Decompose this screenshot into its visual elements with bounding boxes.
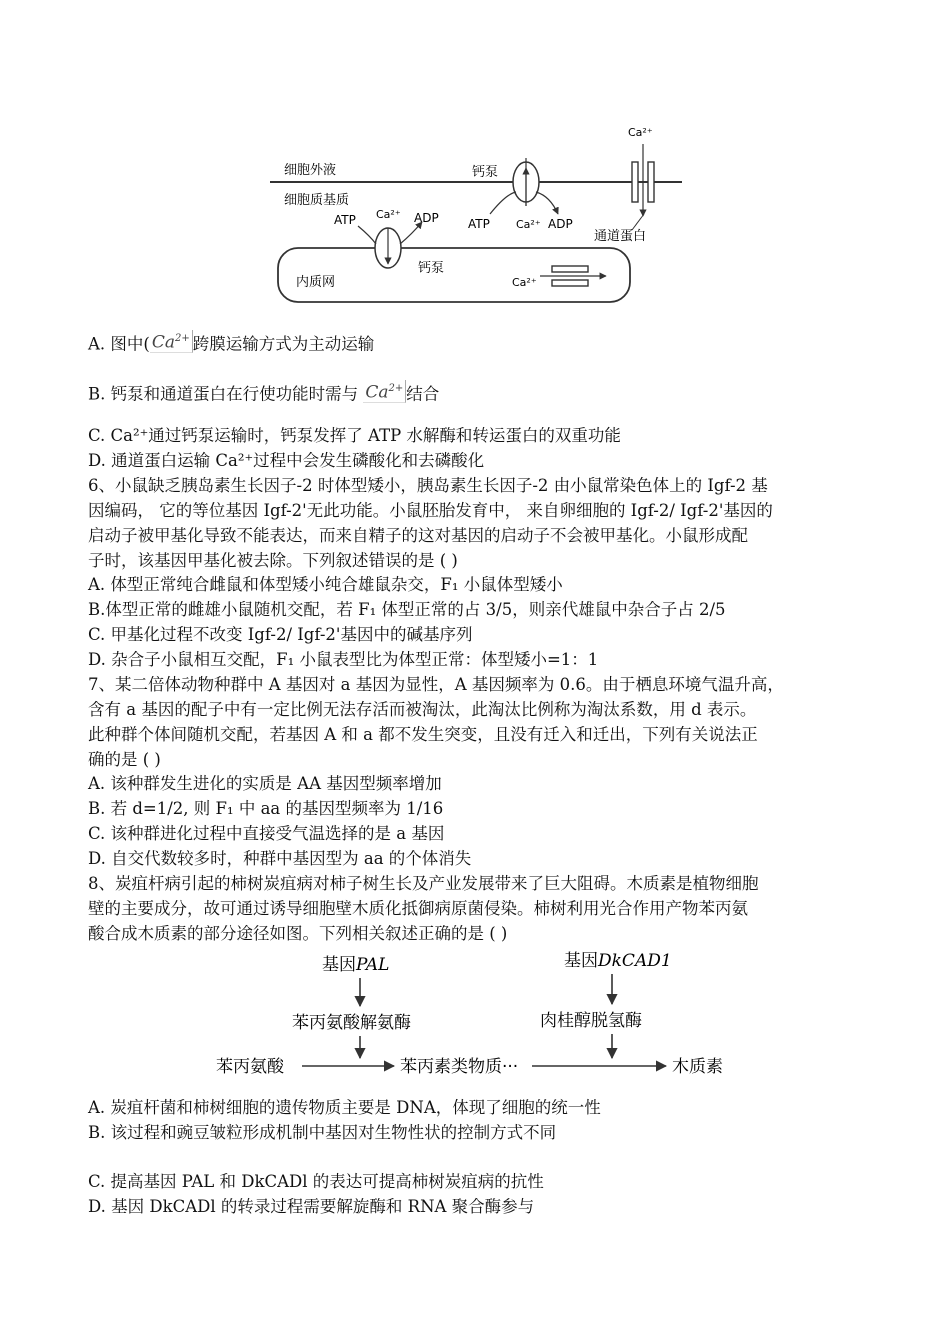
q6-stem-4: 子时，该基因甲基化被去除。下列叙述错误的是 ( ) [88, 551, 458, 570]
atp-left: ATP [334, 213, 356, 227]
er-label: 内质网 [296, 275, 336, 290]
q7-option-c: C. 该种群进化过程中直接受气温选择的是 a 基因 [88, 824, 445, 843]
q6-stem-2: 因编码， 它的等位基因 Igf-2'无此功能。小鼠胚胎发育中， 来自卵细胞的 Igf-2/ Igf-2'基因的 [88, 501, 773, 520]
q7-option-b: B. 若 d=1/2, 则 F₁ 中 aa 的基因型频率为 1/16 [88, 799, 444, 818]
q8-stem-3: 酸合成木质素的部分途径如图。下列相关叙述正确的是 ( ) [88, 924, 508, 943]
pump-top-label: 钙泵 [472, 165, 499, 180]
q6-stem-3: 启动子被甲基化导致不能表达，而来自精子的这对基因的启动子不会被甲基化。小鼠形成配 [88, 526, 748, 545]
q8-stem-2: 壁的主要成分，故可通过诱导细胞壁木质化抵御病原菌侵染。柿树利用光合作用产物苯丙氨 [88, 899, 748, 918]
product-lignin: 木质素 [672, 1057, 723, 1077]
q7-option-d: D. 自交代数较多时，种群中基因型为 aa 的个体消失 [88, 849, 472, 868]
adp-mid: ADP [548, 217, 573, 231]
q7-stem-3: 此种群个体间随机交配，若基因 A 和 a 都不发生突变，且没有迁入和迁出，下列有关说法正 [88, 725, 758, 744]
lignin-pathway-diagram [210, 948, 750, 1086]
ca-top: Ca²⁺ [628, 126, 653, 139]
gene-dkcad1: 基因DkCAD1 [564, 951, 672, 971]
q8-option-c: C. 提高基因 PAL 和 DkCADl 的表达可提高柿树炭疽病的抗性 [88, 1172, 544, 1191]
ca-er: Ca²⁺ [512, 276, 537, 289]
substrate-phenylpropanoid: 苯丙素类物质··· [400, 1057, 519, 1077]
channel-label: 通道蛋白 [594, 229, 647, 244]
q5-option-b: B. 钙泵和通道蛋白在行使功能时需与 $Ca^{2+}$ 结合 [88, 380, 439, 407]
q6-option-b: B.体型正常的雌雄小鼠随机交配，若 F₁ 体型正常的占 3/5，则亲代雄鼠中杂合子占 2/5 [88, 600, 726, 619]
ca-mid: Ca²⁺ [516, 218, 541, 231]
enzyme-pal: 苯丙氨酸解氨酶 [292, 1013, 411, 1033]
q6-option-a: A. 体型正常纯合雌鼠和体型矮小纯合雄鼠杂交，F₁ 小鼠体型矮小 [88, 575, 563, 594]
enzyme-cad: 肉桂醇脱氢酶 [540, 1011, 642, 1031]
ca-ion-image: $Ca^{2+}$ [150, 330, 193, 353]
extracellular-label: 细胞外液 [284, 163, 337, 178]
q7-stem-2: 含有 a 基因的配子中有一定比例无法存活而被淘汰，此淘汰比例称为淘汰系数，用 d 表示。 [88, 700, 757, 719]
q8-option-a: A. 炭疽杆菌和柿树细胞的遗传物质主要是 DNA，体现了细胞的统一性 [88, 1098, 601, 1117]
q6-stem-1: 6、小鼠缺乏胰岛素生长因子-2 时体型矮小，胰岛素生长因子-2 由小鼠常染色体上的 Igf-2 基 [88, 476, 768, 495]
cytoplasm-label: 细胞质基质 [284, 193, 350, 208]
q7-option-a: A. 该种群发生进化的实质是 AA 基因型频率增加 [88, 774, 442, 793]
adp-left: ADP [414, 211, 439, 225]
calcium-transport-diagram [262, 118, 692, 310]
pump-bottom-label: 钙泵 [418, 261, 445, 276]
q5-option-a: A. 图中( $Ca^{2+}$ 跨膜运输方式为主动运输 [88, 330, 374, 357]
substrate-phenylalanine: 苯丙氨酸 [216, 1057, 284, 1077]
q6-option-c: C. 甲基化过程不改变 Igf-2/ Igf-2'基因中的碱基序列 [88, 625, 473, 644]
ca-ion-image: $Ca^{2+}$ [363, 380, 406, 403]
atp-mid: ATP [468, 217, 490, 231]
q8-option-b: B. 该过程和豌豆皱粒形成机制中基因对生物性状的控制方式不同 [88, 1123, 557, 1142]
q6-option-d: D. 杂合子小鼠相互交配，F₁ 小鼠表型比为体型正常：体型矮小=1：1 [88, 650, 599, 669]
q8-stem-1: 8、炭疽杆病引起的柿树炭疽病对柿子树生长及产业发展带来了巨大阻碍。木质素是植物细胞 [88, 874, 759, 893]
ca-left: Ca²⁺ [376, 208, 401, 221]
q5-option-c: C. Ca²⁺通过钙泵运输时，钙泵发挥了 ATP 水解酶和转运蛋白的双重功能 [88, 426, 621, 445]
q5-option-d: D. 通道蛋白运输 Ca²⁺过程中会发生磷酸化和去磷酸化 [88, 451, 485, 470]
gene-pal: 基因PAL [322, 955, 390, 975]
q7-stem-1: 7、某二倍体动物种群中 A 基因对 a 基因为显性，A 基因频率为 0.6。由于栖息环境气温升高， [88, 675, 784, 694]
q7-stem-4: 确的是 ( ) [88, 750, 161, 769]
q8-option-d: D. 基因 DkCADl 的转录过程需要解旋酶和 RNA 聚合酶参与 [88, 1197, 535, 1216]
